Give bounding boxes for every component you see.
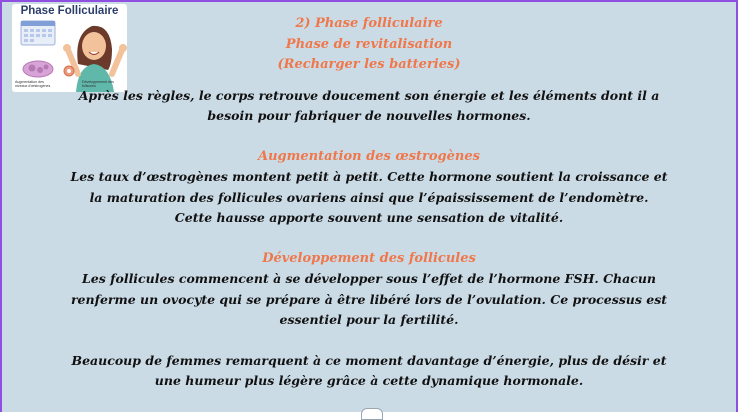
section-follicles-title: Développement des follicules	[262, 250, 476, 266]
phase-tagline: (Recharger les batteries)	[277, 57, 461, 72]
article-body	[2, 2, 736, 392]
section-estrogen-line-3: Cette hausse apporte souvent une sensation de vitalité.	[174, 210, 564, 225]
section-estrogen-line-1: Les taux d’œstrogènes montent petit à petit. Cette hormone soutient la croissance et	[70, 169, 668, 184]
section-estrogen-title: Augmentation des œstrogènes	[258, 148, 480, 164]
scroll-handle[interactable]	[361, 408, 383, 420]
section-follicles-line-1: Les follicules commencent à se développer sous l’effet de l’hormone FSH. Chacun	[81, 271, 657, 286]
closing-line-1: Beaucoup de femmes remarquent à ce moment davantage d’énergie, plus de désir et	[71, 352, 667, 368]
section-follicles-line-3: essentiel pour la fertilité.	[279, 312, 459, 327]
caption-estrogen: Augmentation des niveaux d'œstrogènes	[15, 80, 51, 88]
phase-subtitle: Phase de revitalisation	[285, 36, 453, 52]
illustration-title: Phase Folliculaire	[20, 5, 119, 17]
intro-line-2: besoin pour fabriquer de nouvelles hormones.	[207, 108, 531, 123]
phase-title: 2) Phase folliculaire	[295, 16, 443, 31]
section-estrogen-line-2: la maturation des follicules ovariens ainsi que l’épaississement de l’endomètre.	[89, 189, 649, 205]
intro-line-1: Après les règles, le corps retrouve doucement son énergie et les éléments dont il a	[78, 87, 660, 103]
caption-follicles: Développement des follicules	[82, 80, 114, 88]
section-follicles-line-2: renferme un ovocyte qui se prépare à être libéré lors de l’ovulation. Ce processus est	[70, 291, 668, 307]
closing-line-2: une humeur plus légère grâce à cette dynamique hormonale.	[154, 373, 584, 388]
